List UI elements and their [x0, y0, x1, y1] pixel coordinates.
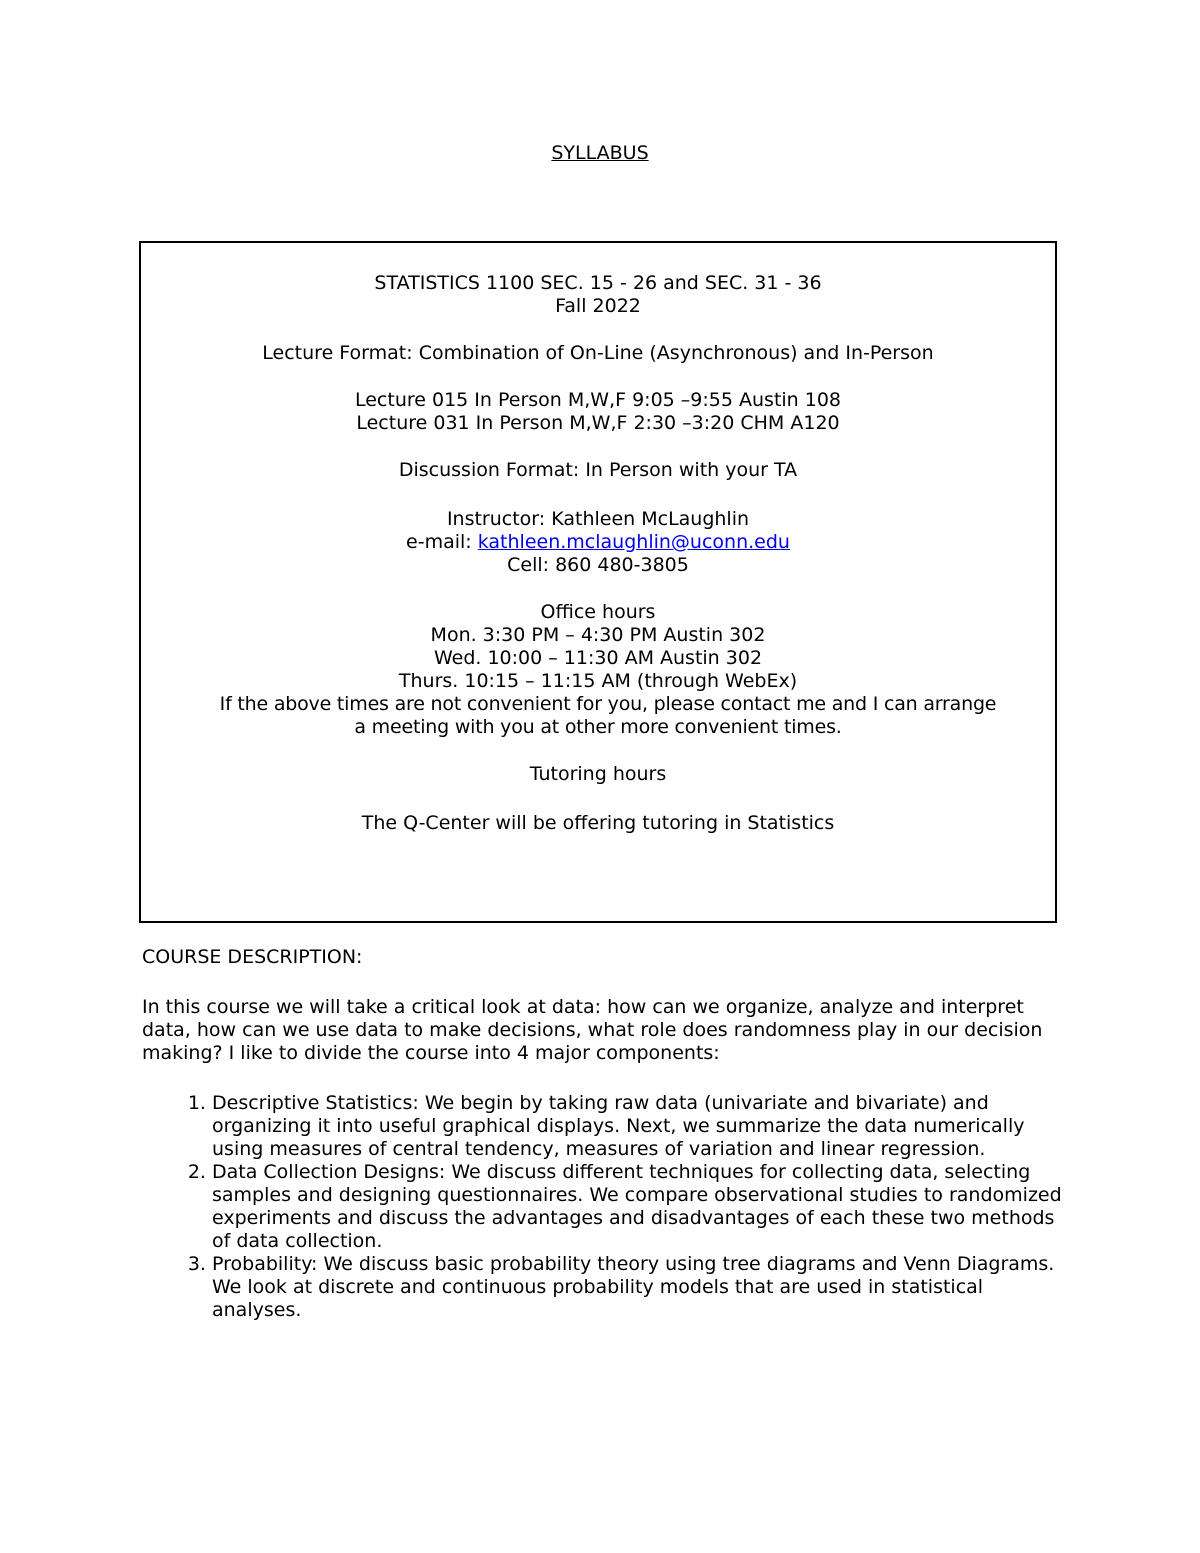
office-hours-mon: Mon. 3:30 PM – 4:30 PM Austin 302: [430, 624, 766, 646]
tutoring-text: The Q-Center will be offering tutoring in Statistics: [361, 812, 835, 834]
course-description-intro: In this course we will take a critical look at data: how can we organize, analyze and interpret data, how can we use data to make decisions, what role does randomness play in our decision making? I like to divide the course into 4 major components:: [142, 996, 1043, 1064]
course-description: [142, 946, 1067, 1322]
lecture-031: Lecture 031 In Person M,W,F 2:30 –3:20 CHM A120: [356, 412, 840, 434]
lecture-format: Lecture Format: Combination of On-Line (Asynchronous) and In-Person: [262, 342, 934, 364]
discussion-format: Discussion Format: In Person with your TA: [398, 459, 798, 481]
page-title: SYLLABUS: [551, 142, 649, 164]
office-note-1: If the above times are not convenient for you, please contact me and I can arrange: [219, 693, 997, 715]
email-line: [141, 531, 1055, 554]
tutoring-heading: Tutoring hours: [529, 763, 667, 785]
email-label: e-mail:: [406, 531, 478, 553]
course-term: Fall 2022: [555, 295, 641, 317]
course-components-list: [142, 1092, 1067, 1322]
lecture-015: Lecture 015 In Person M,W,F 9:05 –9:55 Austin 108: [354, 389, 842, 411]
list-item: 2. Data Collection Designs: We discuss different techniques for collecting data, selecting samples and designing questionnaires. We compare observational studies to randomized experiments and discuss the advantages and disadvantages of each these two methods of data collection.: [212, 1161, 1067, 1253]
office-note-2: a meeting with you at other more convenient times.: [354, 716, 842, 738]
list-item: 1. Descriptive Statistics: We begin by taking raw data (univariate and bivariate) and organizing it into useful graphical displays. Next, we summarize the data numerically using measures of central tendency, measures of variation and linear regression.: [212, 1092, 1067, 1161]
cell-phone: Cell: 860 480-3805: [507, 554, 689, 576]
office-hours-thurs: Thurs. 10:15 – 11:15 AM (through WebEx): [398, 670, 798, 692]
office-hours-heading: Office hours: [540, 601, 656, 623]
office-hours-wed: Wed. 10:00 – 11:30 AM Austin 302: [433, 647, 763, 669]
email-link[interactable]: kathleen.mclaughlin@uconn.edu: [477, 531, 790, 553]
course-title: STATISTICS 1100 SEC. 15 - 26 and SEC. 31 - 36: [374, 272, 822, 294]
course-description-heading: COURSE DESCRIPTION:: [142, 946, 363, 968]
list-item: 3. Probability: We discuss basic probability theory using tree diagrams and Venn Diagrams. We look at discrete and continuous probability models that are used in statistical analyses.: [212, 1253, 1067, 1322]
instructor: Instructor: Kathleen McLaughlin: [446, 508, 750, 530]
course-info-box: [139, 241, 1057, 923]
